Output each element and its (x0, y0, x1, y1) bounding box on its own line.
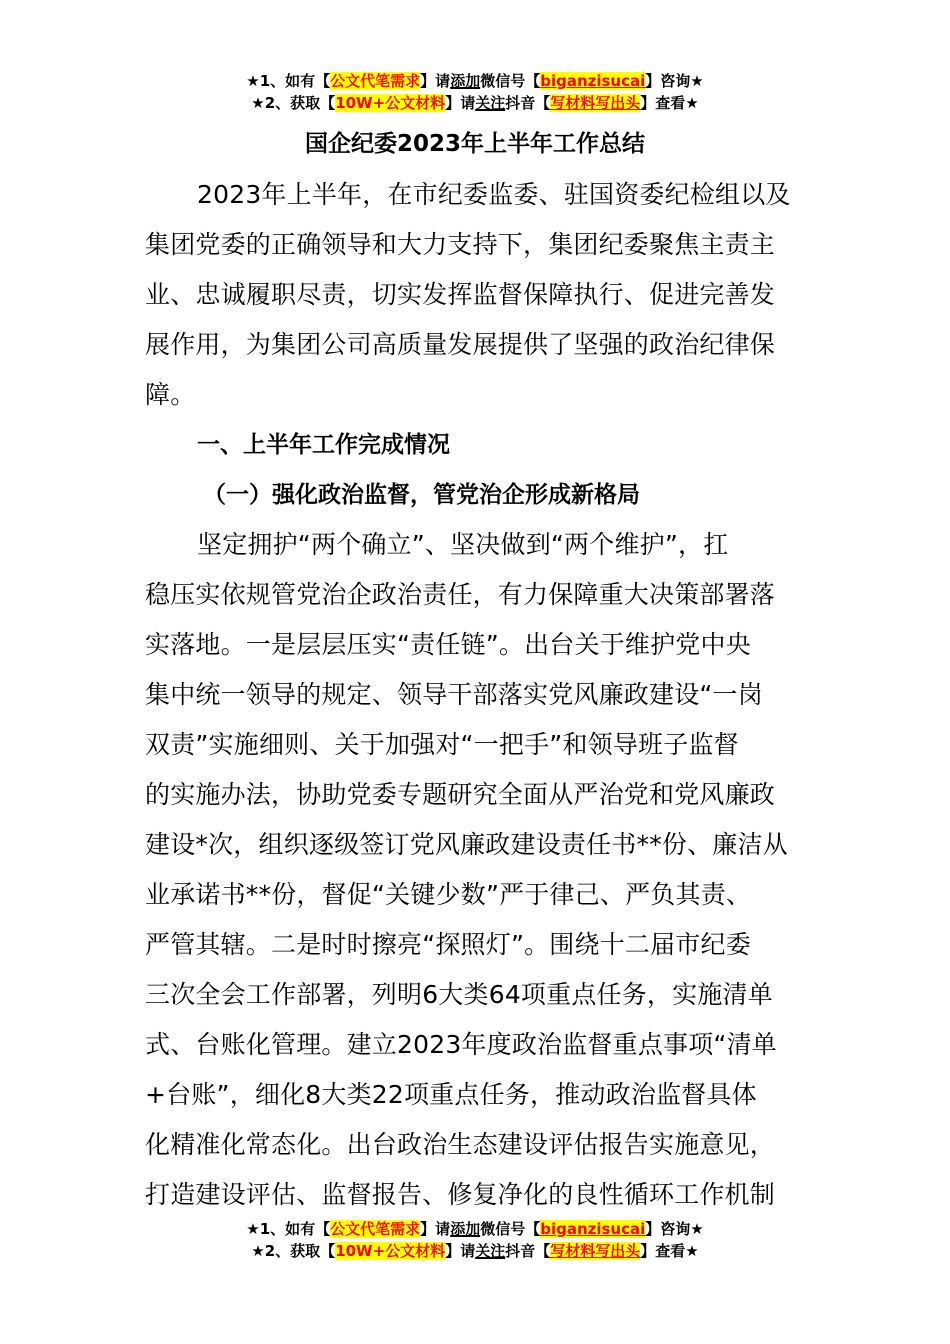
promo-text: 】查看★ (640, 1242, 699, 1260)
wechat-id-highlight: biganzisucai (540, 72, 646, 90)
paragraph-line: 集团党委的正确领导和大力支持下，集团纪委聚焦主责主 (145, 230, 776, 259)
promo-text: 】查看★ (640, 94, 699, 112)
document-body (145, 170, 807, 1220)
subsection-heading: （一）强化政治监督，管党治企形成新格局 (203, 482, 640, 508)
paragraph-line: 三次全会工作部署，列明6大类64项重点任务，实施清单 (145, 980, 773, 1009)
promo-text: 微信号【 (480, 1220, 541, 1238)
promo-line-2 (0, 92, 950, 114)
promo-text: ★2、获取【 (251, 1242, 336, 1260)
promo-highlight: 公文代笔需求 (330, 72, 421, 90)
promo-highlight: 公文代笔需求 (330, 1220, 421, 1238)
promo-text: 】咨询★ (645, 1220, 704, 1238)
promo-text: 】咨询★ (645, 72, 704, 90)
paragraph-line: 展作用，为集团公司高质量发展提供了坚强的政治纪律保 (145, 330, 776, 359)
promo-text: 抖音【 (505, 94, 551, 112)
promo-text: ★1、如有【 (246, 1220, 331, 1238)
paragraph-line: 2023年上半年，在市纪委监委、驻国资委纪检组以及 (197, 180, 791, 209)
promo-underlined-text: 添加 (450, 1220, 481, 1238)
paragraph-line: 业承诺书**份，督促“关键少数”严于律己、严负其责、 (145, 880, 752, 909)
paragraph-line: 的实施办法，协助党委专题研究全面从严治党和党风廉政 (145, 780, 776, 809)
promo-line-1 (0, 1218, 950, 1240)
paragraph-line: 化精准化常态化。出台政治生态建设评估报告实施意见， (145, 1130, 776, 1159)
promo-text: 抖音【 (505, 1242, 551, 1260)
promo-underlined-text: 添加 (450, 72, 481, 90)
promo-text: ★2、获取【 (251, 94, 336, 112)
document-title: 国企纪委2023年上半年工作总结 (304, 131, 645, 157)
paragraph-line: 障。 (145, 380, 196, 409)
wechat-id-highlight: biganzisucai (540, 1220, 646, 1238)
promo-line-1 (0, 70, 950, 92)
promo-highlight: 10W+公文材料 (335, 94, 446, 112)
douyin-id-highlight: 写材料写出头 (550, 1242, 641, 1260)
promo-line-2 (0, 1240, 950, 1262)
paragraph-line: 建设*次，组织逐级签订党风廉政建设责任书**份、廉洁从 (145, 830, 788, 859)
paragraph-line: 实落地。一是层层压实“责任链”。出台关于维护党中央 (145, 630, 751, 659)
paragraph-line: 双责”实施细则、关于加强对“一把手”和领导班子监督 (145, 730, 739, 759)
paragraph-line: 坚定拥护“两个确立”、坚决做到“两个维护”，扛 (197, 530, 729, 559)
paragraph-line: +台账”，细化8大类22项重点任务，推动政治监督具体 (145, 1080, 757, 1109)
paragraph-line: 稳压实依规管党治企政治责任，有力保障重大决策部署落 (145, 580, 776, 609)
promo-underlined-text: 关注 (475, 94, 506, 112)
paragraph-line: 式、台账化管理。建立2023年度政治监督重点事项“清单 (145, 1030, 777, 1059)
promo-text: 】请 (445, 94, 476, 112)
promo-highlight: 10W+公文材料 (335, 1242, 446, 1260)
promo-text: ★1、如有【 (246, 72, 331, 90)
promo-text: 】请 (445, 1242, 476, 1260)
paragraph-line: 打造建设评估、监督报告、修复净化的良性循环工作机制 (145, 1180, 776, 1209)
douyin-id-highlight: 写材料写出头 (550, 94, 641, 112)
promo-banner-top (0, 70, 950, 114)
section-heading: 一、上半年工作完成情况 (197, 432, 450, 458)
paragraph-line: 集中统一领导的规定、领导干部落实党风廉政建设“一岗 (145, 680, 763, 709)
promo-text: 】请 (420, 72, 451, 90)
promo-underlined-text: 关注 (475, 1242, 506, 1260)
promo-banner-bottom (0, 1218, 950, 1262)
promo-text: 微信号【 (480, 72, 541, 90)
promo-text: 】请 (420, 1220, 451, 1238)
paragraph-line: 严管其辖。二是时时擦亮“探照灯”。围绕十二届市纪委 (145, 930, 751, 959)
paragraph-line: 业、忠诚履职尽责，切实发挥监督保障执行、促进完善发 (145, 280, 776, 309)
